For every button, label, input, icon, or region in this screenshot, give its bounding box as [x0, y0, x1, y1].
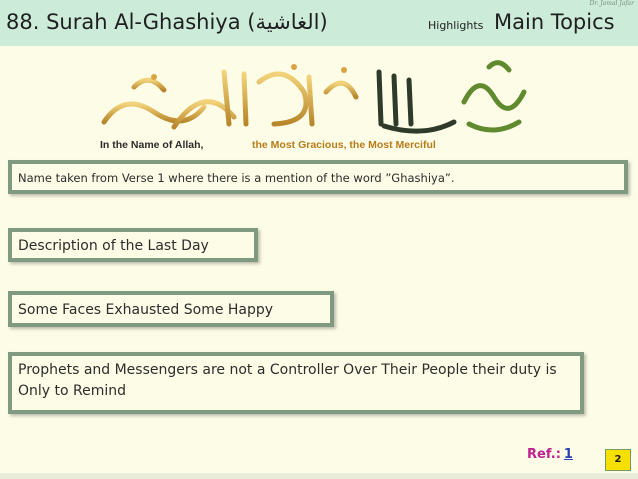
topic-box: Description of the Last Day — [8, 228, 258, 262]
title-bar — [0, 0, 638, 46]
ref-link[interactable]: 1 — [563, 447, 573, 462]
surah-arabic-name: (الغاشية) — [247, 10, 328, 34]
banner-translation-part1: In the Name of Allah, — [100, 139, 204, 151]
bottom-strip — [0, 473, 638, 479]
ref-label: Ref.: — [527, 447, 561, 462]
topic-box: Name taken from Verse 1 where there is a mention of the word ”Ghashiya”. — [8, 160, 628, 194]
surah-number: 88. — [6, 10, 40, 34]
author-credit: Dr. Jamal Jafar — [589, 0, 634, 7]
highlights-label: Highlights — [428, 19, 484, 32]
page-number-badge: 2 — [605, 449, 631, 471]
surah-name: Surah Al-Ghashiya — [46, 10, 241, 34]
main-topics-label: Main Topics — [494, 10, 615, 34]
page-title — [6, 10, 328, 34]
bismillah-calligraphy — [94, 52, 532, 152]
topic-box: Some Faces Exhausted Some Happy — [8, 291, 334, 327]
banner-translation-part2: the Most Gracious, the Most Merciful — [252, 139, 436, 151]
topic-box: Prophets and Messengers are not a Controller Over Their People their duty is Only to Remind — [8, 352, 584, 414]
reference — [527, 447, 573, 462]
